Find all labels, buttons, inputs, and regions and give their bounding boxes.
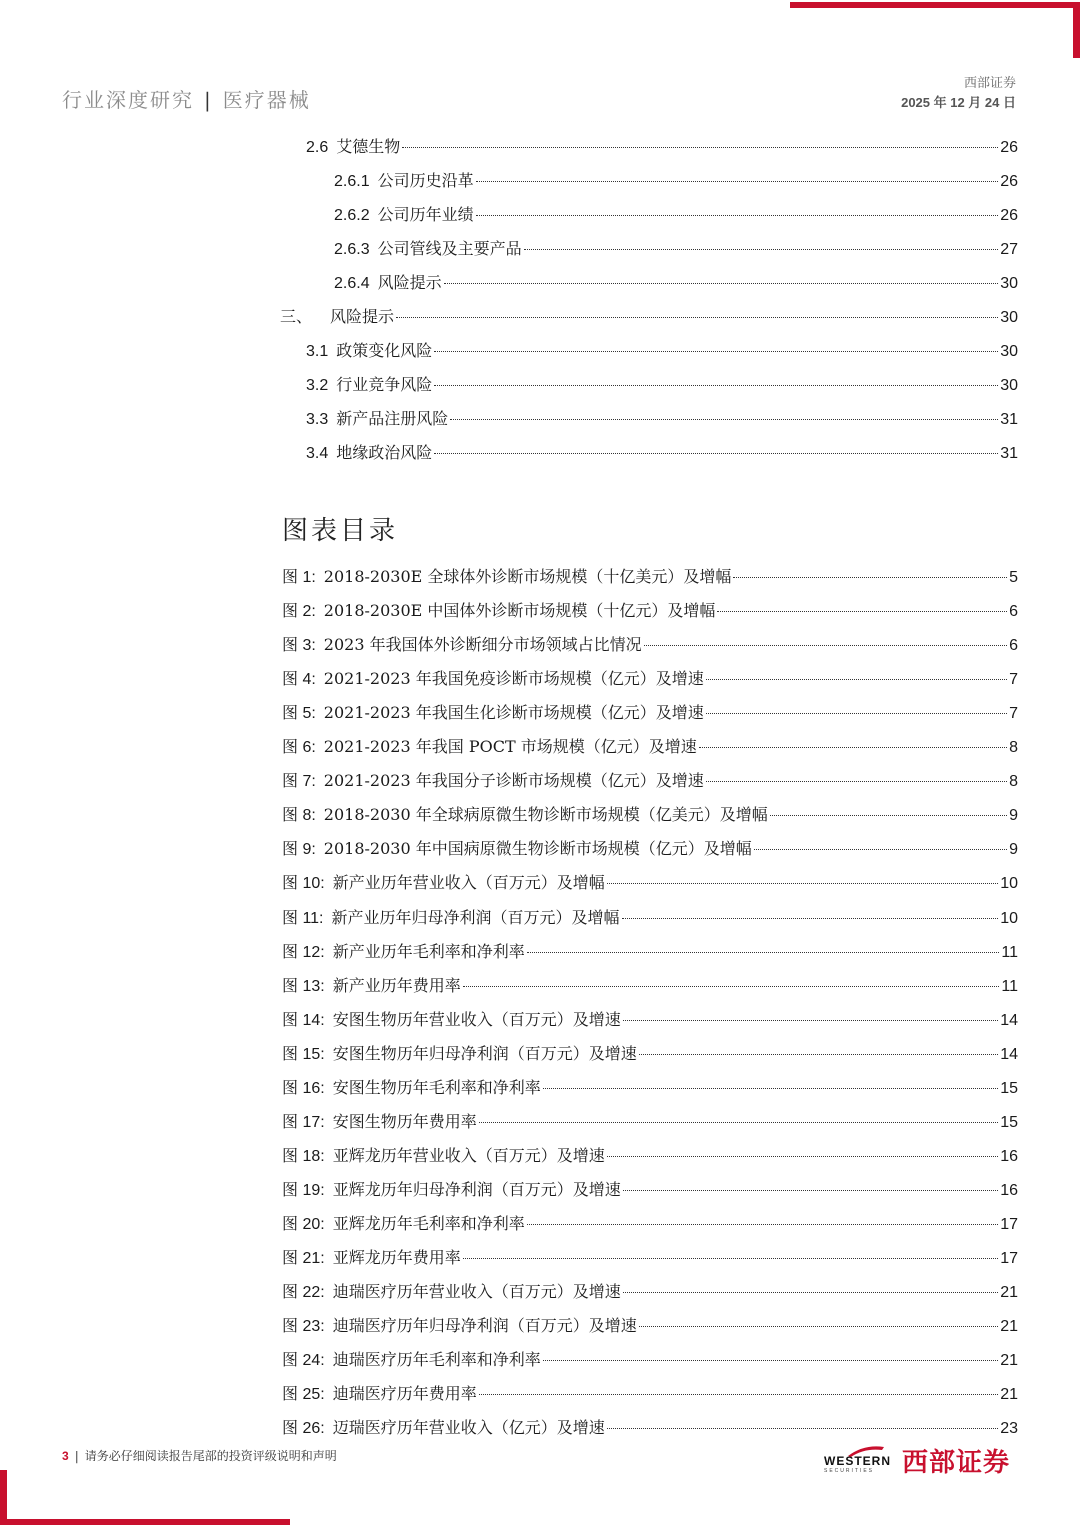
toc-leader — [402, 147, 998, 148]
figure-title: 亚辉龙历年毛利率和净利率 — [332, 1213, 525, 1233]
figure-label: 图 1: — [282, 569, 316, 586]
toc-leader — [450, 419, 998, 420]
figure-label: 图 8: — [282, 807, 316, 825]
figure-leader — [479, 1394, 998, 1395]
toc-number: 3.2 — [306, 377, 329, 394]
figure-title: 亚辉龙历年归母净利润（百万元）及增速 — [332, 1179, 621, 1199]
toc-number: 三、 — [280, 309, 313, 326]
logo-english: WESTERN — [824, 1454, 891, 1468]
figure-toc-row[interactable] — [282, 905, 1018, 929]
figure-page: 10 — [1000, 875, 1018, 893]
toc-number: 2.6.3 — [334, 241, 370, 258]
toc-page: 31 — [1000, 445, 1018, 462]
figure-page: 6 — [1009, 637, 1018, 655]
figure-toc-row[interactable] — [282, 666, 1018, 690]
figure-toc-row[interactable] — [282, 1381, 1018, 1405]
figure-title: 新产业历年营业收入（百万元）及增幅 — [332, 873, 605, 893]
figure-leader — [607, 1156, 998, 1157]
figure-leader — [607, 883, 998, 884]
toc-page: 27 — [1000, 241, 1018, 258]
figure-label: 图 15: — [282, 1045, 325, 1063]
figure-toc-row[interactable] — [282, 1177, 1018, 1201]
footer-separator: | — [74, 1449, 79, 1463]
figure-label: 图 24: — [282, 1352, 325, 1370]
figure-title: 迪瑞医疗历年毛利率和净利率 — [332, 1350, 541, 1370]
toc-leader — [396, 317, 998, 318]
figure-title: 亚辉龙历年费用率 — [332, 1248, 461, 1267]
figure-leader — [527, 952, 1000, 953]
figure-label: 图 2: — [282, 603, 316, 621]
page-number: 3 — [62, 1449, 69, 1463]
figure-title: 安图生物历年归母净利润（百万元）及增速 — [332, 1043, 637, 1063]
figure-title: 新产业历年归母净利润（百万元）及增幅 — [331, 907, 620, 927]
report-sector: 医疗器械 — [222, 88, 311, 112]
figure-title: 迪瑞医疗历年费用率 — [332, 1384, 477, 1404]
figure-page: 21 — [1000, 1352, 1018, 1370]
figure-leader — [706, 781, 1007, 782]
toc-number: 3.1 — [306, 343, 329, 360]
figure-leader — [543, 1088, 998, 1089]
figure-label: 图 21: — [282, 1250, 325, 1267]
toc-leader — [476, 181, 999, 182]
figure-leader — [622, 918, 999, 919]
figure-title: 2018-2030 年中国病原微生物诊断市场规模（亿元）及增幅 — [323, 839, 752, 859]
figure-toc-row[interactable] — [282, 1007, 1018, 1031]
figure-label: 图 4: — [282, 671, 316, 689]
figure-page: 8 — [1009, 739, 1018, 757]
figure-page: 21 — [1000, 1318, 1018, 1336]
figure-page: 15 — [1000, 1079, 1018, 1097]
page-footer — [62, 1447, 337, 1464]
figure-toc-row[interactable] — [282, 1347, 1018, 1371]
figure-toc-row[interactable] — [282, 598, 1018, 622]
figure-page: 7 — [1009, 705, 1018, 723]
figure-leader — [639, 1326, 998, 1327]
toc-row[interactable] — [306, 134, 1018, 158]
figure-label: 图 6: — [282, 739, 316, 757]
toc-leader — [434, 453, 998, 454]
figure-title: 2021-2023 年我国 POCT 市场规模（亿元）及增速 — [323, 737, 697, 757]
figure-toc-row[interactable] — [282, 1313, 1018, 1337]
figure-leader — [754, 849, 1007, 850]
footer-disclaimer: 请务必仔细阅读报告尾部的投资评级说明和声明 — [84, 1449, 337, 1463]
corner-line-top — [790, 2, 1080, 8]
figure-label: 图 13: — [282, 977, 325, 995]
figure-label: 图 25: — [282, 1386, 325, 1404]
toc-page: 31 — [1000, 411, 1018, 428]
figure-title: 安图生物历年毛利率和净利率 — [332, 1077, 541, 1097]
toc-page: 26 — [1000, 207, 1018, 224]
figure-leader — [623, 1020, 998, 1021]
figure-leader — [463, 986, 1000, 987]
figure-title: 2018-2030 年全球病原微生物诊断市场规模（亿美元）及增幅 — [323, 805, 768, 825]
figure-leader — [706, 679, 1007, 680]
figure-page: 16 — [1000, 1181, 1018, 1199]
toc-title: 艾德生物 — [336, 137, 401, 156]
toc-page: 30 — [1000, 309, 1018, 326]
figure-title: 新产业历年费用率 — [332, 975, 461, 995]
figure-toc-row[interactable] — [282, 1211, 1018, 1235]
figure-toc-row[interactable] — [282, 836, 1018, 860]
figure-toc-row[interactable] — [282, 700, 1018, 724]
figure-title: 新产业历年毛利率和净利率 — [332, 941, 525, 961]
toc-title: 公司管线及主要产品 — [377, 239, 522, 258]
figure-page: 21 — [1000, 1386, 1018, 1404]
figure-leader — [639, 1054, 998, 1055]
figure-title: 2021-2023 年我国生化诊断市场规模（亿元）及增速 — [323, 703, 704, 723]
toc-row[interactable] — [306, 440, 1018, 464]
figure-toc-row[interactable] — [282, 1415, 1018, 1439]
figure-page: 14 — [1000, 1045, 1018, 1063]
figure-toc-row[interactable] — [282, 1109, 1018, 1133]
toc-row[interactable] — [306, 338, 1018, 362]
figure-label: 图 26: — [282, 1420, 325, 1438]
corner-line-top-right — [1073, 2, 1080, 58]
figure-title: 亚辉龙历年营业收入（百万元）及增速 — [332, 1145, 605, 1165]
toc-leader — [524, 249, 999, 250]
figure-label: 图 12: — [282, 943, 325, 961]
figure-title: 2021-2023 年我国免疫诊断市场规模（亿元）及增速 — [323, 669, 704, 689]
figure-leader — [463, 1258, 998, 1259]
header-date: 2025 年 12 月 24 日 — [901, 95, 1016, 110]
figure-leader — [644, 645, 1007, 646]
toc-page: 30 — [1000, 377, 1018, 394]
figure-toc-row[interactable] — [282, 564, 1018, 588]
toc-leader — [434, 385, 998, 386]
toc-page: 26 — [1000, 139, 1018, 156]
figure-toc-row[interactable] — [282, 632, 1018, 656]
figure-toc-row[interactable] — [282, 768, 1018, 792]
toc-page: 30 — [1000, 275, 1018, 292]
toc-leader — [476, 215, 999, 216]
toc-title: 地缘政治风险 — [336, 443, 433, 462]
figure-toc-row[interactable] — [282, 939, 1018, 963]
company-logo — [824, 1440, 1020, 1480]
figure-leader — [699, 747, 1007, 748]
header-separator: | — [204, 88, 213, 112]
figure-toc-row[interactable] — [282, 1245, 1018, 1269]
toc-page: 26 — [1000, 173, 1018, 190]
corner-line-bottom — [0, 1519, 290, 1525]
toc-row[interactable] — [334, 168, 1018, 192]
figure-title: 迈瑞医疗历年营业收入（亿元）及增速 — [332, 1418, 605, 1438]
figure-toc-title: 图表目录 — [282, 516, 399, 546]
figure-toc-row[interactable] — [282, 1075, 1018, 1099]
figure-toc-row[interactable] — [282, 802, 1018, 826]
toc-number: 3.4 — [306, 445, 329, 462]
figure-page: 8 — [1009, 773, 1018, 791]
toc-row[interactable] — [306, 372, 1018, 396]
figure-title: 迪瑞医疗历年归母净利润（百万元）及增速 — [332, 1316, 637, 1336]
figure-leader — [607, 1428, 998, 1429]
figure-label: 图 19: — [282, 1181, 325, 1199]
header-meta — [901, 74, 1016, 112]
figure-label: 图 10: — [282, 875, 325, 893]
figure-leader — [770, 815, 1007, 816]
toc-row[interactable] — [334, 236, 1018, 260]
figure-toc-row[interactable] — [282, 734, 1018, 758]
figure-label: 图 3: — [282, 637, 316, 655]
toc-title: 政策变化风险 — [336, 341, 433, 360]
figure-page: 5 — [1009, 569, 1018, 586]
logo-chinese: 西部证券 — [902, 1448, 1011, 1478]
toc-title: 公司历史沿革 — [377, 171, 474, 190]
figure-leader — [733, 577, 1007, 578]
figure-page: 17 — [1000, 1250, 1018, 1267]
figure-leader — [706, 713, 1007, 714]
figure-page: 11 — [1001, 943, 1018, 961]
report-category: 行业深度研究 — [62, 88, 194, 112]
figure-leader — [717, 611, 1007, 612]
toc-row[interactable] — [334, 202, 1018, 226]
figure-page: 9 — [1009, 841, 1018, 859]
figure-title: 安图生物历年费用率 — [332, 1111, 477, 1131]
toc-number: 2.6.4 — [334, 275, 370, 292]
figure-page: 6 — [1009, 603, 1018, 621]
figure-title: 2018-2030E 中国体外诊断市场规模（十亿元）及增幅 — [323, 601, 716, 621]
toc-leader — [444, 283, 999, 284]
figure-label: 图 20: — [282, 1215, 325, 1233]
figure-label: 图 11: — [282, 909, 324, 927]
figure-page: 14 — [1000, 1011, 1018, 1029]
toc-number: 2.6.2 — [334, 207, 370, 224]
toc-number: 3.3 — [306, 411, 329, 428]
corner-line-bottom-left — [0, 1470, 7, 1525]
toc-number: 2.6 — [306, 139, 329, 156]
figure-title: 安图生物历年营业收入（百万元）及增速 — [332, 1009, 621, 1029]
figure-label: 图 7: — [282, 773, 316, 791]
figure-page: 15 — [1000, 1113, 1018, 1131]
figure-title: 迪瑞医疗历年营业收入（百万元）及增速 — [332, 1282, 621, 1302]
figure-leader — [623, 1190, 998, 1191]
figure-toc-row[interactable] — [282, 1143, 1018, 1167]
figure-label: 图 16: — [282, 1079, 325, 1097]
toc-number: 2.6.1 — [334, 173, 370, 190]
figure-label: 图 9: — [282, 841, 316, 859]
figure-label: 图 14: — [282, 1011, 325, 1029]
figure-title: 2018-2030E 全球体外诊断市场规模（十亿美元）及增幅 — [323, 567, 732, 586]
figure-page: 9 — [1009, 807, 1018, 825]
figure-label: 图 22: — [282, 1284, 325, 1302]
toc-row[interactable] — [306, 406, 1018, 430]
figure-toc-row[interactable] — [282, 1279, 1018, 1303]
figure-label: 图 23: — [282, 1318, 325, 1336]
toc-row[interactable] — [280, 304, 1018, 328]
figure-label: 图 18: — [282, 1147, 325, 1165]
toc-title: 新产品注册风险 — [336, 409, 449, 428]
figure-leader — [543, 1360, 998, 1361]
figure-page: 21 — [1000, 1284, 1018, 1302]
header-company: 西部证券 — [963, 76, 1016, 91]
figure-title: 2023 年我国体外诊断细分市场领域占比情况 — [323, 635, 642, 655]
toc-title: 风险提示 — [377, 273, 442, 292]
toc-leader — [434, 351, 998, 352]
toc-row[interactable] — [334, 270, 1018, 294]
logo-english-sub: SECURITIES — [824, 1468, 875, 1474]
figure-toc-row[interactable] — [282, 973, 1018, 997]
figure-page: 16 — [1000, 1147, 1018, 1165]
toc-title: 风险提示 — [330, 307, 395, 326]
toc-page: 30 — [1000, 343, 1018, 360]
figure-page: 17 — [1000, 1215, 1018, 1233]
figure-toc-row[interactable] — [282, 1041, 1018, 1065]
figure-leader — [623, 1292, 998, 1293]
figure-leader — [527, 1224, 998, 1225]
figure-label: 图 5: — [282, 705, 316, 723]
figure-page: 11 — [1001, 977, 1018, 995]
figure-toc-row[interactable] — [282, 870, 1018, 894]
figure-page: 10 — [1000, 909, 1018, 927]
toc-title: 公司历年业绩 — [377, 205, 474, 224]
figure-title: 2021-2023 年我国分子诊断市场规模（亿元）及增速 — [323, 771, 704, 791]
figure-page: 23 — [1000, 1420, 1018, 1438]
toc-title: 行业竞争风险 — [336, 375, 433, 394]
figure-label: 图 17: — [282, 1113, 325, 1131]
figure-page: 7 — [1009, 671, 1018, 689]
report-header — [62, 84, 311, 113]
figure-leader — [479, 1122, 998, 1123]
